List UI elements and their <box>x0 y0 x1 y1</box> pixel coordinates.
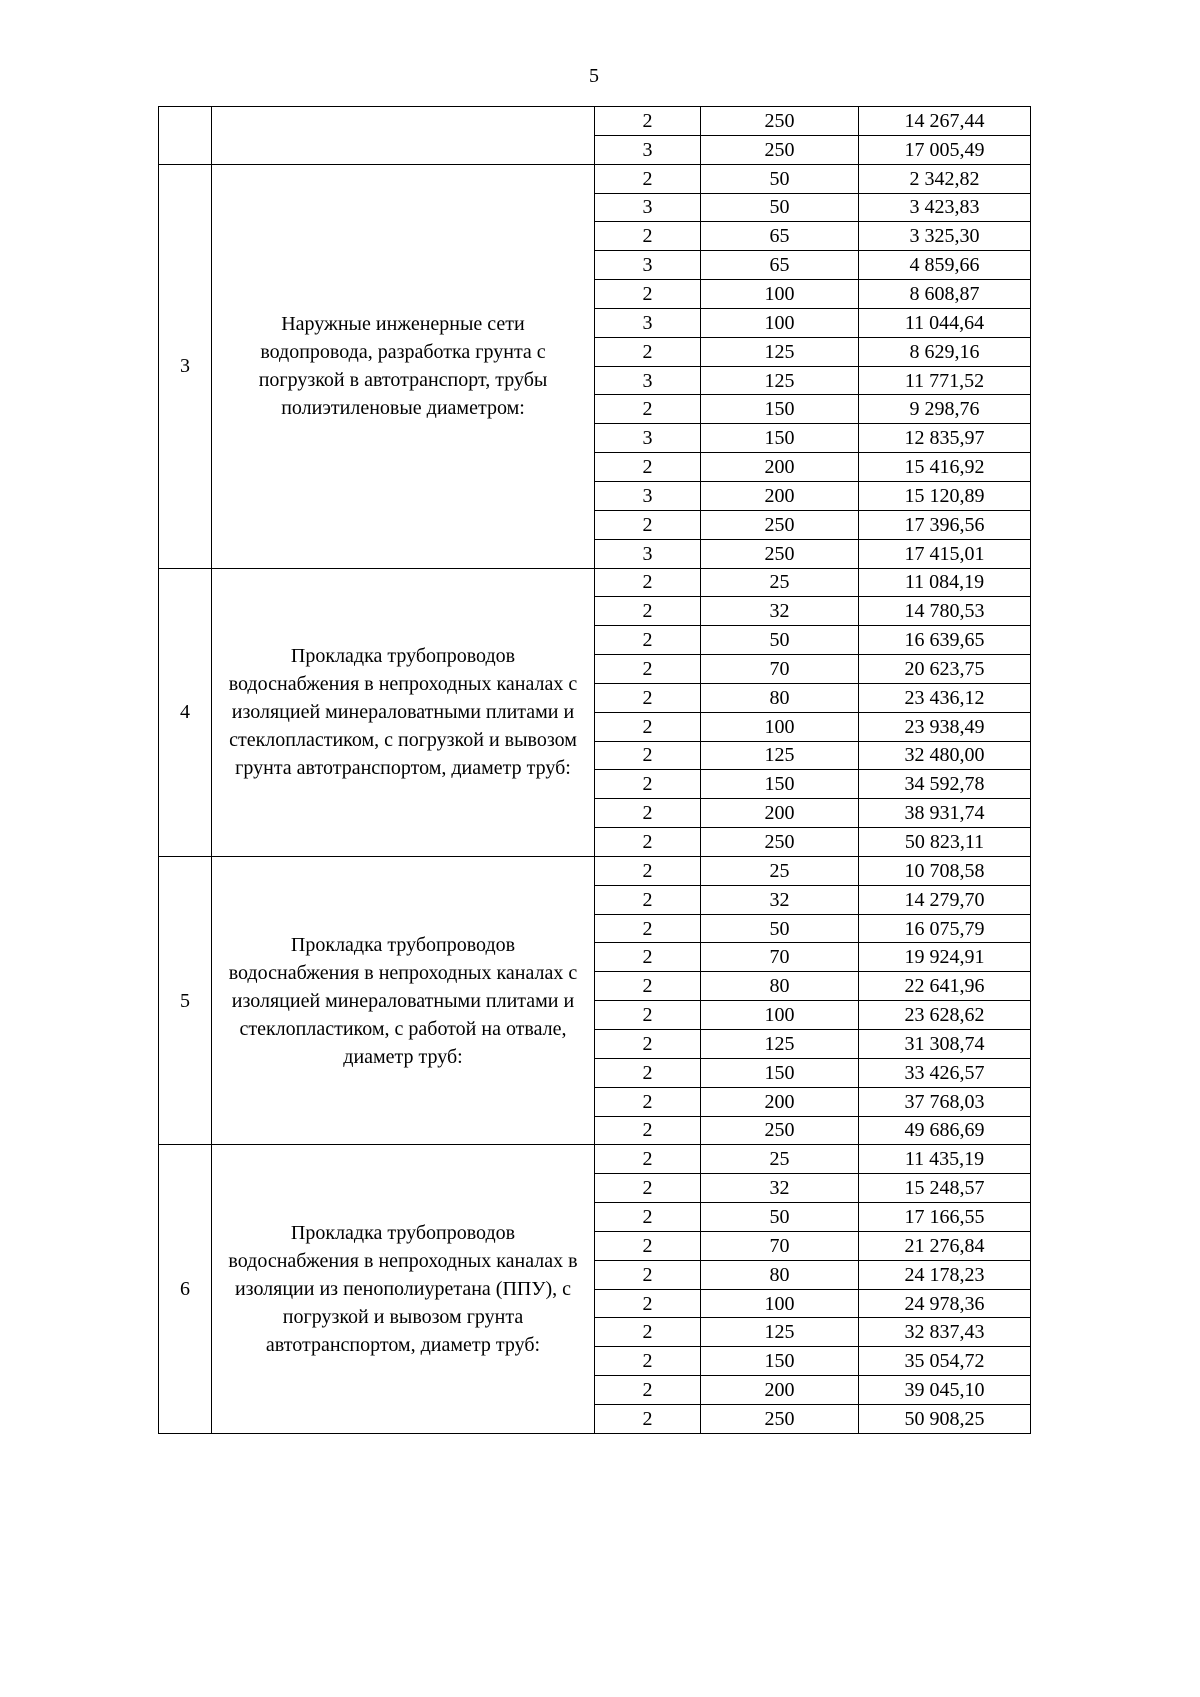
description-line: Прокладка трубопроводов <box>290 933 516 956</box>
category-cell: 2 <box>595 107 701 136</box>
diameter-cell: 80 <box>701 683 859 712</box>
diameter-cell: 200 <box>701 1376 859 1405</box>
diameter-cell: 50 <box>701 164 859 193</box>
diameter-cell: 250 <box>701 135 859 164</box>
category-cell: 2 <box>595 453 701 482</box>
category-cell: 2 <box>595 1174 701 1203</box>
cost-cell: 34 592,78 <box>859 770 1031 799</box>
page-number: 5 <box>589 65 599 87</box>
section-number-cell: 3 <box>159 164 212 568</box>
cost-cell: 32 837,43 <box>859 1318 1031 1347</box>
cost-cell: 17 396,56 <box>859 510 1031 539</box>
category-cell: 2 <box>595 1289 701 1318</box>
cost-cell: 17 415,01 <box>859 539 1031 568</box>
description-line: погрузкой и вывозом грунта <box>282 1306 524 1329</box>
description-line: стеклопластиком, с погрузкой и вывозом <box>229 729 577 752</box>
cost-cell: 32 480,00 <box>859 741 1031 770</box>
table-row <box>159 107 1031 136</box>
table-row <box>159 568 1031 597</box>
diameter-cell: 32 <box>701 1174 859 1203</box>
cost-cell: 14 780,53 <box>859 597 1031 626</box>
category-cell: 2 <box>595 856 701 885</box>
diameter-cell: 250 <box>701 539 859 568</box>
cost-cell: 21 276,84 <box>859 1231 1031 1260</box>
category-cell: 2 <box>595 741 701 770</box>
description-line: стеклопластиком, с работой на отвале, <box>239 1017 567 1040</box>
diameter-cell: 150 <box>701 1058 859 1087</box>
cost-cell: 17 166,55 <box>859 1203 1031 1232</box>
cost-cell: 50 823,11 <box>859 828 1031 857</box>
cost-cell: 11 435,19 <box>859 1145 1031 1174</box>
diameter-cell: 150 <box>701 770 859 799</box>
description-line: грунта автотранспортом, диаметр труб: <box>235 757 571 780</box>
work-description-cell <box>212 107 595 165</box>
diameter-cell: 250 <box>701 1116 859 1145</box>
cost-cell: 15 248,57 <box>859 1174 1031 1203</box>
category-cell: 2 <box>595 712 701 741</box>
description-line: водоснабжения в непроходных каналах в <box>228 1250 578 1273</box>
section-number-cell: 4 <box>159 568 212 856</box>
diameter-cell: 250 <box>701 510 859 539</box>
cost-cell: 16 639,65 <box>859 626 1031 655</box>
cost-cell: 50 908,25 <box>859 1404 1031 1433</box>
category-cell: 2 <box>595 885 701 914</box>
cost-cell: 17 005,49 <box>859 135 1031 164</box>
price-table <box>158 106 1031 1434</box>
diameter-cell: 25 <box>701 568 859 597</box>
category-cell: 2 <box>595 164 701 193</box>
section-number-cell <box>159 107 212 165</box>
cost-cell: 8 608,87 <box>859 280 1031 309</box>
cost-cell: 39 045,10 <box>859 1376 1031 1405</box>
category-cell: 3 <box>595 193 701 222</box>
description-line: Наружные инженерные сети <box>281 313 525 336</box>
cost-cell: 23 628,62 <box>859 1001 1031 1030</box>
diameter-cell: 25 <box>701 856 859 885</box>
work-description-cell <box>212 568 595 856</box>
category-cell: 3 <box>595 366 701 395</box>
description-line: водопровода, разработка грунта с <box>260 341 546 364</box>
category-cell: 2 <box>595 1203 701 1232</box>
diameter-cell: 70 <box>701 1231 859 1260</box>
diameter-cell: 50 <box>701 914 859 943</box>
category-cell: 3 <box>595 251 701 280</box>
diameter-cell: 125 <box>701 741 859 770</box>
diameter-cell: 50 <box>701 1203 859 1232</box>
diameter-cell: 200 <box>701 481 859 510</box>
category-cell: 3 <box>595 424 701 453</box>
category-cell: 3 <box>595 539 701 568</box>
description-line: автотранспортом, диаметр труб: <box>265 1334 541 1357</box>
work-description-cell <box>212 856 595 1144</box>
cost-cell: 35 054,72 <box>859 1347 1031 1376</box>
category-cell: 2 <box>595 1145 701 1174</box>
category-cell: 2 <box>595 655 701 684</box>
description-line: Прокладка трубопроводов <box>290 1222 516 1245</box>
description-line: диаметр труб: <box>343 1045 463 1068</box>
diameter-cell: 125 <box>701 1030 859 1059</box>
cost-cell: 22 641,96 <box>859 972 1031 1001</box>
diameter-cell: 80 <box>701 972 859 1001</box>
cost-cell: 10 708,58 <box>859 856 1031 885</box>
cost-cell: 37 768,03 <box>859 1087 1031 1116</box>
diameter-cell: 200 <box>701 453 859 482</box>
category-cell: 2 <box>595 1231 701 1260</box>
cost-cell: 2 342,82 <box>859 164 1031 193</box>
cost-cell: 31 308,74 <box>859 1030 1031 1059</box>
category-cell: 3 <box>595 308 701 337</box>
cost-cell: 38 931,74 <box>859 799 1031 828</box>
category-cell: 2 <box>595 1260 701 1289</box>
diameter-cell: 250 <box>701 107 859 136</box>
category-cell: 2 <box>595 395 701 424</box>
category-cell: 3 <box>595 481 701 510</box>
table-row <box>159 856 1031 885</box>
cost-cell: 3 325,30 <box>859 222 1031 251</box>
diameter-cell: 125 <box>701 1318 859 1347</box>
cost-cell: 19 924,91 <box>859 943 1031 972</box>
cost-cell: 14 267,44 <box>859 107 1031 136</box>
description-line: изоляцией минераловатными плитами и <box>231 701 575 724</box>
cost-cell: 12 835,97 <box>859 424 1031 453</box>
description-line: изоляцией минераловатными плитами и <box>231 989 575 1012</box>
category-cell: 2 <box>595 597 701 626</box>
diameter-cell: 125 <box>701 366 859 395</box>
diameter-cell: 65 <box>701 251 859 280</box>
diameter-cell: 150 <box>701 1347 859 1376</box>
cost-cell: 23 436,12 <box>859 683 1031 712</box>
diameter-cell: 25 <box>701 1145 859 1174</box>
category-cell: 2 <box>595 626 701 655</box>
category-cell: 2 <box>595 972 701 1001</box>
description-line: водоснабжения в непроходных каналах с <box>228 673 578 696</box>
category-cell: 3 <box>595 135 701 164</box>
diameter-cell: 250 <box>701 1404 859 1433</box>
diameter-cell: 200 <box>701 799 859 828</box>
category-cell: 2 <box>595 770 701 799</box>
cost-cell: 9 298,76 <box>859 395 1031 424</box>
work-description-cell <box>212 1145 595 1433</box>
table-row <box>159 1145 1031 1174</box>
cost-cell: 49 686,69 <box>859 1116 1031 1145</box>
category-cell: 2 <box>595 1001 701 1030</box>
cost-cell: 11 084,19 <box>859 568 1031 597</box>
cost-cell: 14 279,70 <box>859 885 1031 914</box>
category-cell: 2 <box>595 683 701 712</box>
cost-cell: 23 938,49 <box>859 712 1031 741</box>
category-cell: 2 <box>595 1347 701 1376</box>
category-cell: 2 <box>595 1058 701 1087</box>
diameter-cell: 100 <box>701 1289 859 1318</box>
category-cell: 2 <box>595 1116 701 1145</box>
category-cell: 2 <box>595 337 701 366</box>
description-line: Прокладка трубопроводов <box>290 645 516 668</box>
diameter-cell: 150 <box>701 424 859 453</box>
diameter-cell: 65 <box>701 222 859 251</box>
diameter-cell: 200 <box>701 1087 859 1116</box>
cost-cell: 15 120,89 <box>859 481 1031 510</box>
diameter-cell: 250 <box>701 828 859 857</box>
cost-cell: 33 426,57 <box>859 1058 1031 1087</box>
diameter-cell: 32 <box>701 597 859 626</box>
section-number-cell: 6 <box>159 1145 212 1433</box>
diameter-cell: 50 <box>701 626 859 655</box>
work-description-cell <box>212 164 595 568</box>
category-cell: 2 <box>595 1030 701 1059</box>
diameter-cell: 150 <box>701 395 859 424</box>
cost-cell: 24 978,36 <box>859 1289 1031 1318</box>
description-line: изоляции из пенополиуретана (ППУ), с <box>234 1278 572 1301</box>
category-cell: 2 <box>595 1318 701 1347</box>
cost-cell: 11 044,64 <box>859 308 1031 337</box>
diameter-cell: 70 <box>701 943 859 972</box>
cost-cell: 8 629,16 <box>859 337 1031 366</box>
description-line: водоснабжения в непроходных каналах с <box>228 961 578 984</box>
section-number-cell: 5 <box>159 856 212 1144</box>
diameter-cell: 50 <box>701 193 859 222</box>
category-cell: 2 <box>595 943 701 972</box>
cost-cell: 15 416,92 <box>859 453 1031 482</box>
description-line: полиэтиленовые диаметром: <box>281 397 525 420</box>
category-cell: 2 <box>595 222 701 251</box>
diameter-cell: 32 <box>701 885 859 914</box>
diameter-cell: 100 <box>701 308 859 337</box>
diameter-cell: 100 <box>701 280 859 309</box>
cost-cell: 20 623,75 <box>859 655 1031 684</box>
category-cell: 2 <box>595 1087 701 1116</box>
diameter-cell: 100 <box>701 1001 859 1030</box>
category-cell: 2 <box>595 799 701 828</box>
category-cell: 2 <box>595 1404 701 1433</box>
category-cell: 2 <box>595 914 701 943</box>
cost-cell: 4 859,66 <box>859 251 1031 280</box>
category-cell: 2 <box>595 1376 701 1405</box>
diameter-cell: 125 <box>701 337 859 366</box>
table-row <box>159 164 1031 193</box>
category-cell: 2 <box>595 568 701 597</box>
category-cell: 2 <box>595 828 701 857</box>
cost-cell: 16 075,79 <box>859 914 1031 943</box>
diameter-cell: 100 <box>701 712 859 741</box>
cost-cell: 3 423,83 <box>859 193 1031 222</box>
cost-cell: 11 771,52 <box>859 366 1031 395</box>
cost-cell: 24 178,23 <box>859 1260 1031 1289</box>
category-cell: 2 <box>595 280 701 309</box>
diameter-cell: 70 <box>701 655 859 684</box>
description-line: погрузкой в автотранспорт, трубы <box>258 369 548 392</box>
category-cell: 2 <box>595 510 701 539</box>
diameter-cell: 80 <box>701 1260 859 1289</box>
